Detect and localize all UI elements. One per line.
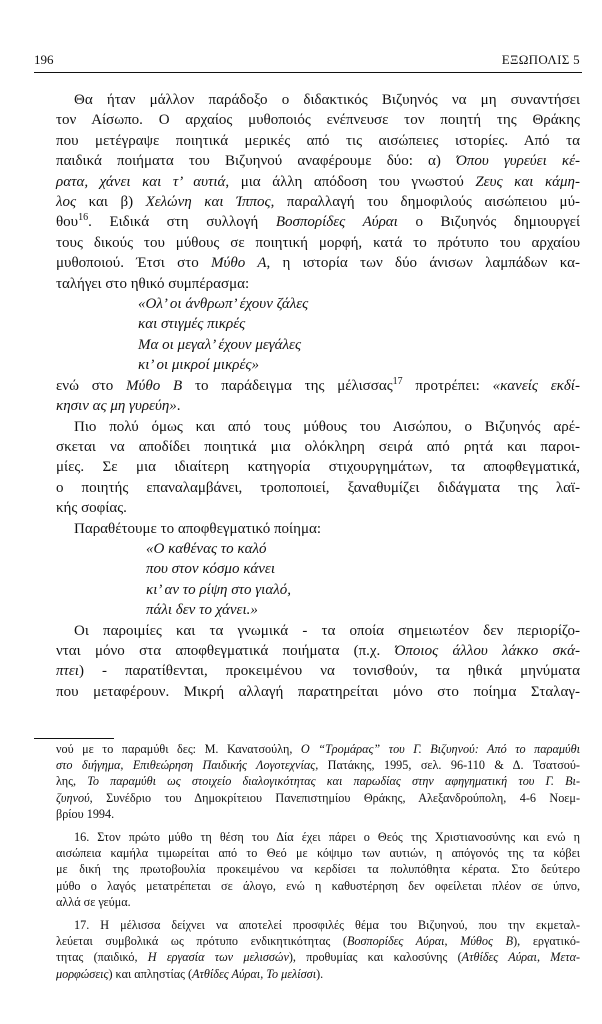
page-header	[34, 50, 582, 70]
text-line: σκεται να αποδίδει ποιητικά μια ολόκληρη σειρά από ρητά και παροι-	[56, 438, 580, 455]
footnote-continuation	[56, 741, 580, 822]
text-line: κησιν ας μη γυρεύη».	[56, 398, 181, 415]
paragraph-5	[56, 621, 580, 703]
footnote-line: 16. Στον πρώτο μύθο τη θέση του Δία έχει πάρει ο Θεός της Χριστιανοσύνης και ενώ η	[74, 830, 580, 845]
footnote-line: μορφώσεις) και απληστίας (Ατθίδες Αύραι, Το μελίσσι).	[56, 966, 324, 981]
footnote-17	[56, 917, 580, 982]
text-line: μυθοποιού. Έτσι στο Μύθο Α, η ιστορία των δύο άνισων λαμπάδων κα-	[56, 255, 580, 272]
footnote-line: λεύεται συμβολικά ως πρότυπο ενδικητικότητας (Βοσπορίδες Αύραι, Μύθος Β), εργατικό-	[56, 934, 580, 949]
footnote-line: στο διήγημα, Επιθεώρηση Παιδικής Λογοτεχνίας, Πατάκης, 1995, σελ. 96-110 & Δ. Τσατσού-	[56, 758, 580, 773]
text-line: λος και β) Χελώνη και Ίππος, παραλλαγή του δημοφιλούς αισώπειου μύ-	[56, 194, 580, 211]
footnote-ref-17: 17	[392, 375, 403, 387]
footnotes	[56, 741, 580, 982]
text-line: κής σοφίας.	[56, 500, 127, 517]
text-line: Παραθέτουμε το αποφθεγματικό ποίημα:	[74, 520, 322, 537]
verse-line: «Ο καθένας το καλό	[146, 540, 267, 557]
footnote-line: λης, Το παραμύθι ως στοιχείο διαλογικότητας και παρωδίας στην αφηγηματική του Γ. Βι-	[56, 774, 580, 789]
paragraph-3	[56, 417, 580, 519]
text-line: Θα ήταν μάλλον παράδοξο ο διδακτικός Βιζυηνός να μη συναντήσει	[74, 92, 580, 108]
footnote-line: αισώπεια καμήλα τιμωρείται από το Θεό με κόψιμο των αυτιών, η απόγονός της τα κόβει	[56, 846, 580, 861]
paragraph-4	[56, 519, 580, 539]
footnote-line: με δική της πρωτοβουλία προκειμένου να κερδίσει τα πολυπόθητα κέρατα. Στο δεύτερο	[56, 862, 580, 877]
page-number: 196	[34, 52, 54, 67]
text-line: ταλήγει στο ηθικό συμπέρασμα:	[56, 275, 250, 292]
text-line: τον Αίσωπο. Ο αρχαίος μυθοποιός ενέπνευσε τον ποιητή της Θράκης	[56, 112, 580, 129]
text-line: ρατα, χάνει και τ’ αυτιά, μια άλλη απόδοση του γνωστού Ζευς και κάμη-	[56, 173, 580, 190]
verse-line: Μα οι μεγαλ’ έχουν μεγάλες	[138, 336, 302, 353]
footnote-ref-16: 16	[78, 212, 89, 224]
verse-quote-2	[56, 539, 580, 621]
verse-line: και στιγμές πικρές	[138, 316, 246, 333]
text-line: μίες. Σε μια ιδιαίτερη κατηγορία στιχουργημάτων, τα αποφθεγματικά,	[56, 459, 580, 476]
paragraph-2	[56, 376, 580, 417]
footnote-line: βρίου 1994.	[56, 806, 115, 821]
text-line: τους δικούς του μύθους σε ποιητική μορφή, κατά το πρότυπο του αρχαίου	[56, 234, 580, 251]
paragraph-1	[56, 90, 580, 294]
footnote-line: νού με το παραμύθι δες: Μ. Κανατσούλη, Ο “Τρομάρας” του Γ. Βιζυηνού: Από το παραμύθι	[56, 742, 580, 756]
text-line: που μετέγραψε ποιητικά μερικές από τις αισώπειες ιστορίες. Από τα	[56, 132, 580, 149]
text-line: ο ποιητής επαναλαμβάνει, τροποποιεί, ξαναθυμίζει διδάγματα της λαϊ-	[56, 479, 580, 496]
verse-line: κι’ οι μικροί μικρές»	[138, 357, 259, 374]
running-head: ΕΞΩΠΟΛΙΣ 5	[501, 52, 580, 67]
footnote-line: τητας (παιδικό, Η εργασία των μελισσών), προθυμίας και καλοσύνης (Ατθίδες Αύραι, Μετα-	[56, 950, 581, 965]
text-line: πτει) - παρατίθενται, προκειμένου να τονισθούν, τα ηθικά μηνύματα	[56, 663, 580, 680]
text-line: Πιο πολύ όμως και από τους μύθους του Αισώπου, ο Βιζυηνός αρέ-	[74, 418, 580, 435]
text-line: θου$^{16}$. Ειδικά στη συλλογή Βοσπορίδες Αύραι ο Βιζυηνός δημιουργεί	[56, 212, 580, 231]
main-text	[56, 90, 580, 702]
footnote-rule	[34, 738, 114, 739]
verse-line: «Ολ’ οι άνθρωπ’ έχουν ζάλες	[138, 296, 309, 313]
text-line: που μεταφέρουν. Μικρή αλλαγή παρατηρείται μόνο στο ποίημα Σταλαγ-	[56, 683, 580, 700]
verse-line: πάλι δεν το χάνει.»	[146, 602, 258, 619]
text-line: νται μόνο στα αποφθεγματικά ποιήματα (π.χ. Όποιος άλλου λάκκο σκά-	[56, 642, 580, 659]
footnote-line: αλλά σε γεύμα.	[56, 894, 131, 909]
verse-line: κι’ αν το ρίψη στο γιαλό,	[146, 581, 291, 598]
verse-quote-1	[56, 294, 580, 376]
text-line: ενώ στο Μύθο Β το παράδειγμα της μέλισσας$^{17}$ προτρέπει: «κανείς εκδί-	[56, 375, 580, 394]
footnote-line: ζυηνού, Συνέδριο του Δημοκρίτειου Πανεπιστημίου Θράκης, Αλεξανδρούπολη, 4-6 Νοεμ-	[56, 790, 580, 805]
footnote-line: 17. Η μέλισσα δείχνει να αποτελεί προσφιλές θέμα του Βιζυηνού, που την εκμεταλ-	[74, 918, 580, 933]
footnote-line: μύθο ο λαγός μετατρέπεται σε άλογο, ενώ η καθυστέρηση δεν οφείλεται πλέον σε ύπνο,	[56, 878, 580, 893]
footnote-16	[56, 829, 580, 910]
text-line: Οι παροιμίες και τα γνωμικά - τα οποία σημειωτέον δεν περιορίζο-	[74, 622, 580, 639]
verse-line: που στον κόσμο κάνει	[146, 561, 276, 578]
text-line: παιδικά ποιήματα του Βιζυηνού αναφέρουμε δύο: α) Όπου γυρεύει κέ-	[56, 153, 580, 170]
header-rule	[34, 72, 582, 73]
